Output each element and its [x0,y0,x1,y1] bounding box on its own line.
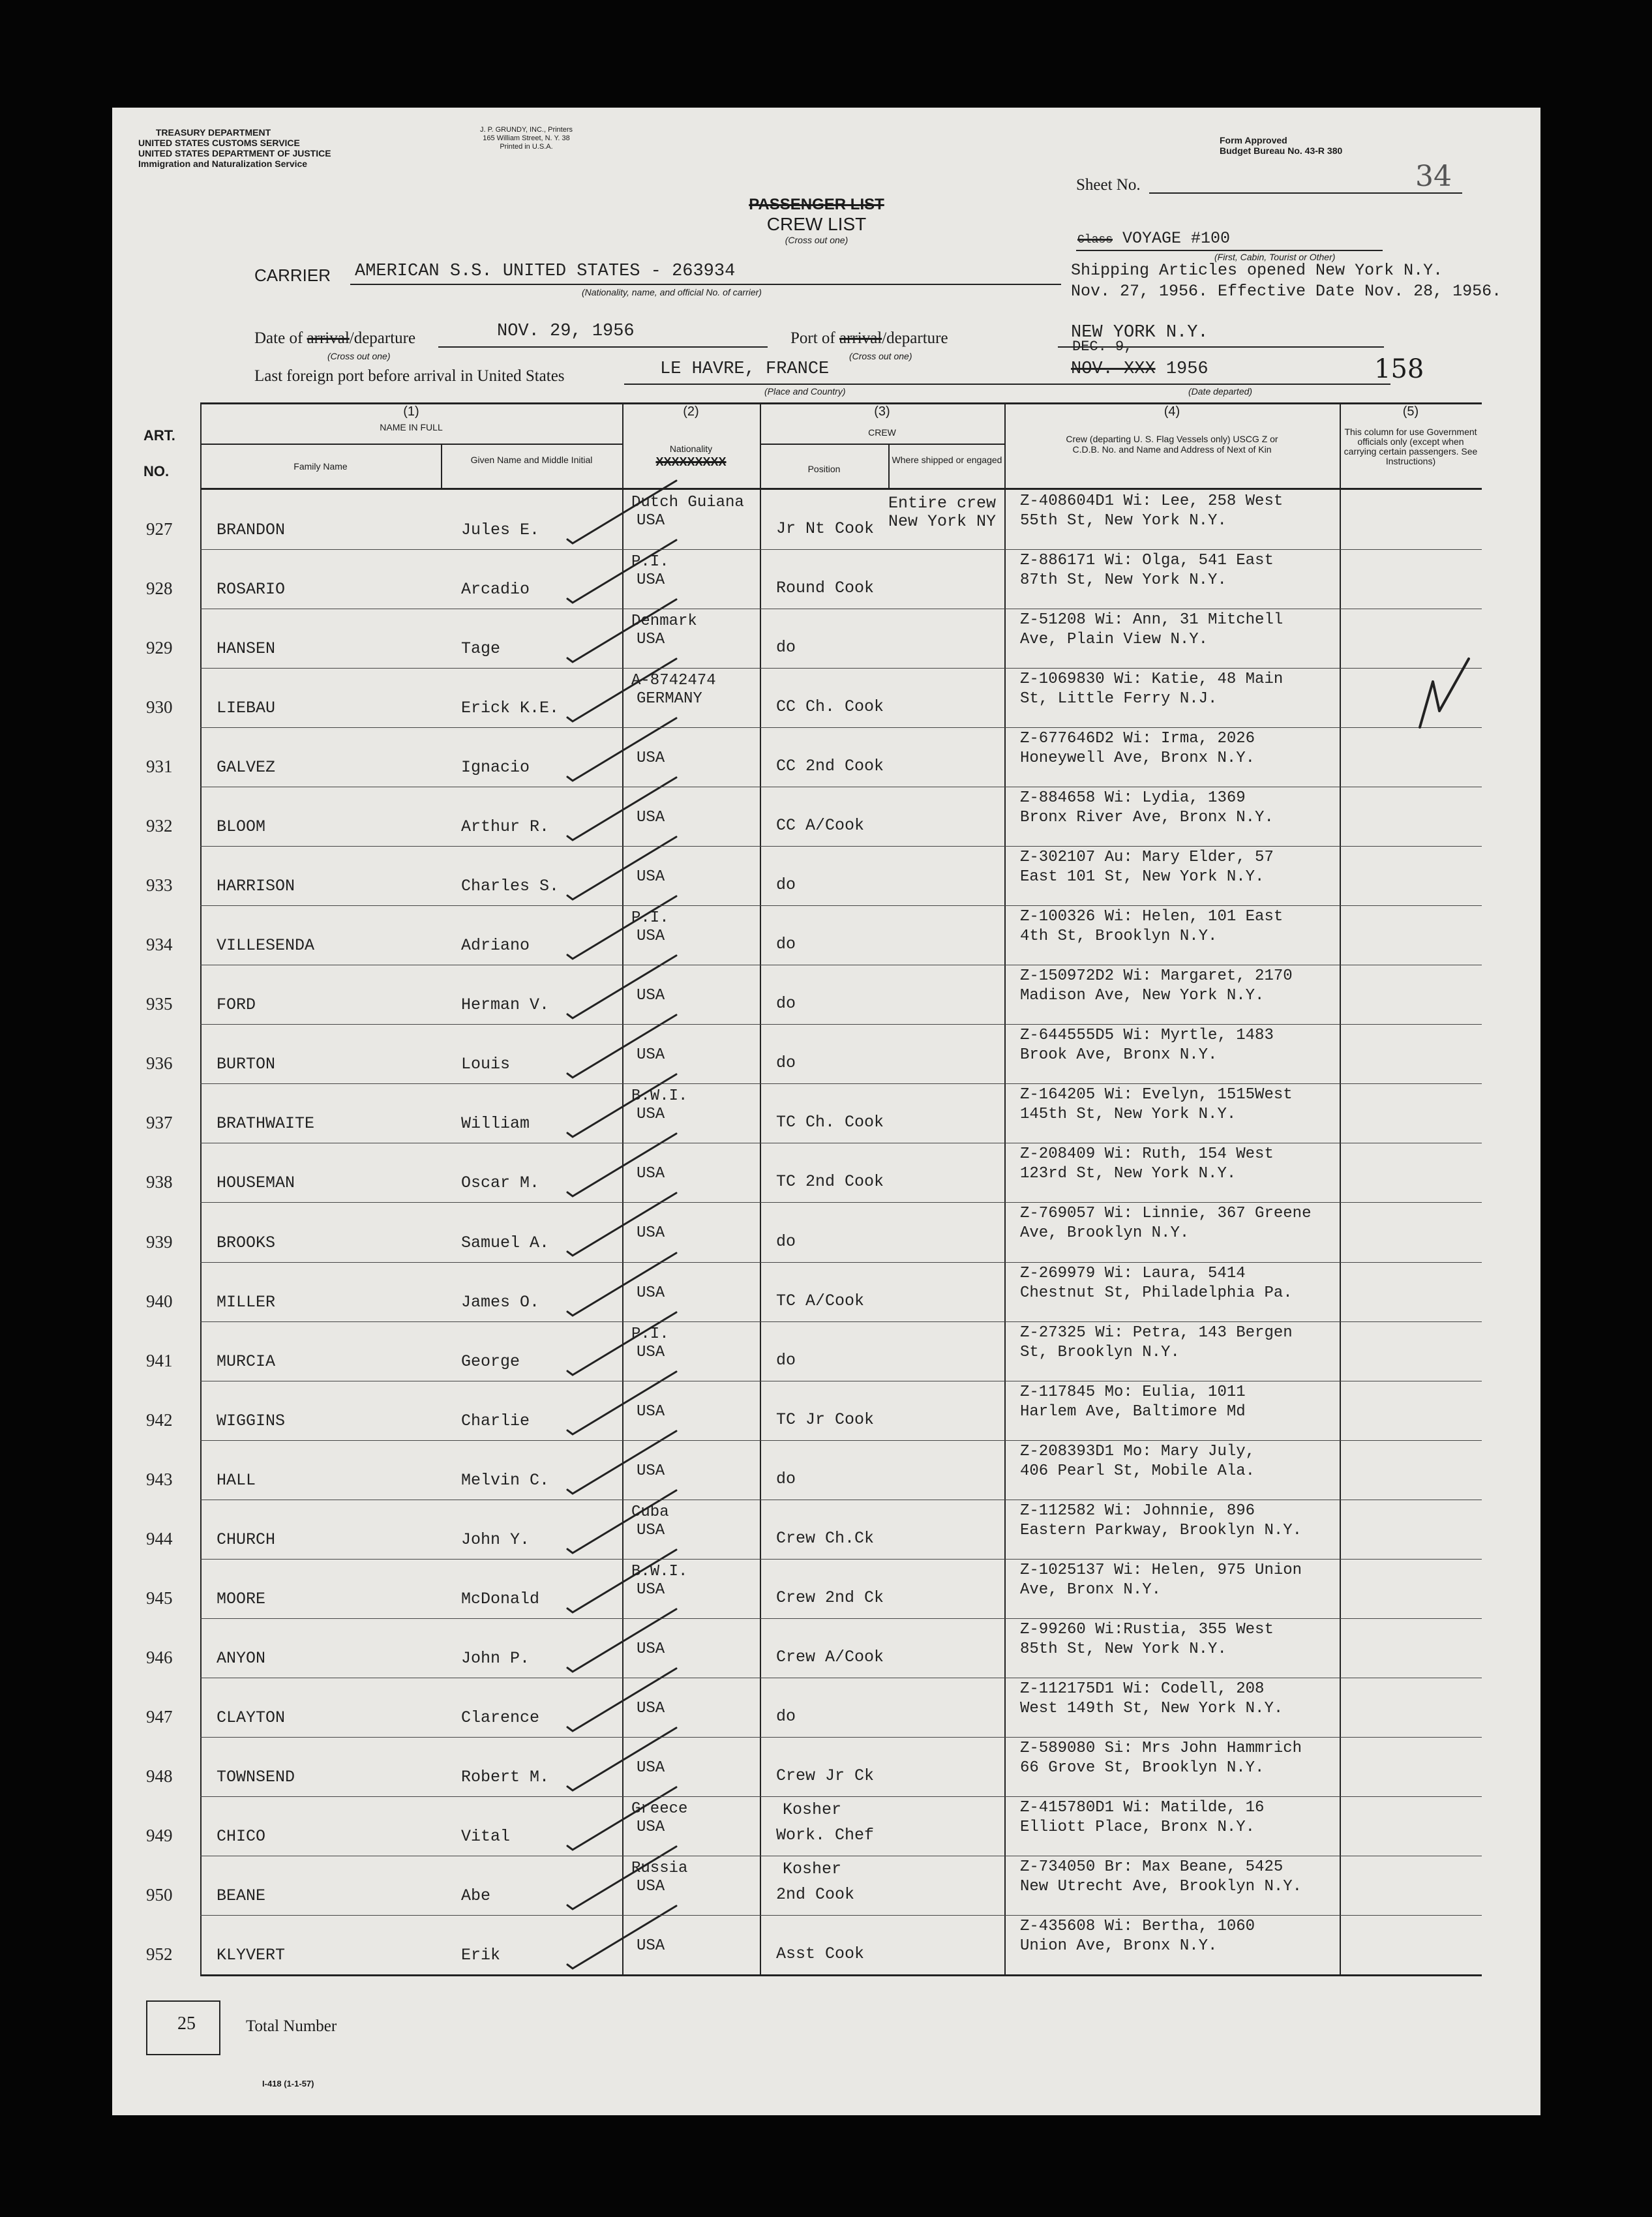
next-of-kin-line-2: Ave, Brooklyn N.Y. [1020,1224,1190,1243]
art-number: 938 [146,1172,173,1192]
form-approved-line-1: Form Approved [1220,135,1287,145]
position-line-2: do [776,638,796,657]
next-of-kin-line-1: Z-99260 Wi:Rustia, 355 West [1020,1620,1274,1638]
family-name-header: Family Name [293,461,348,472]
port-label-pre: Port of [790,329,835,347]
row-divider [200,727,1482,728]
col1-number: (1) [403,404,419,419]
art-number: 935 [146,994,173,1014]
next-of-kin-line-1: Z-112582 Wi: Johnnie, 896 [1020,1501,1255,1520]
next-of-kin-header [1051,434,1293,455]
date-departed-line [1064,384,1390,385]
next-of-kin-line-2: Harlem Ave, Baltimore Md [1020,1402,1246,1421]
date-departed-note: (Date departed) [1188,386,1253,397]
position-line-2: do [776,1469,796,1488]
class-voyage [1077,229,1230,248]
next-of-kin-line-2: Ave, Plain View N.Y. [1020,631,1209,649]
family-given-divider [441,444,442,488]
shipping-articles [1071,260,1501,302]
position-line-1: Kosher [783,1800,842,1819]
family-name: BLOOM [217,817,266,837]
next-of-kin-line-2: East 101 St, New York N.Y. [1020,868,1265,886]
nationality-line-2: USA [637,631,665,649]
family-name: BRANDON [217,520,286,540]
next-of-kin-line-1: Z-208393D1 Mo: Mary July, [1020,1442,1255,1460]
government-use-header [1344,427,1478,466]
art-number: 936 [146,1053,173,1074]
given-name: George [461,1351,520,1371]
nationality-line-2: USA [637,1046,665,1064]
port-of-departure-label [790,329,948,348]
family-name: MURCIA [217,1351,276,1371]
next-of-kin-line-2: West 149th St, New York N.Y. [1020,1699,1284,1717]
nationality-header: Nationality [669,444,713,454]
position-line-2: do [776,1231,796,1251]
art-number: 950 [146,1884,173,1905]
date-departed-struck: NOV. XXX [1071,359,1156,379]
given-name: John Y. [461,1530,530,1549]
nationality-line-2: USA [637,1937,665,1955]
art-number: 929 [146,638,173,658]
nationality-line-2: USA [637,1165,665,1183]
port-arrival-struck: arrival [839,329,882,347]
printer-line-2: 165 William Street, N. Y. 38 [483,134,570,142]
row-divider [200,1321,1482,1322]
nationality-line-2: USA [637,1699,665,1717]
agency-header [138,127,331,169]
sheet-number-label: Sheet No. [1076,176,1141,194]
nationality-line-2: USA [637,987,665,1005]
given-name: Herman V. [461,995,550,1015]
family-name: ROSARIO [217,580,286,599]
date-label-post: /departure [349,329,416,347]
next-of-kin-line-1: Z-1025137 Wi: Helen, 975 Union [1020,1561,1302,1579]
row-divider [200,1262,1482,1263]
nationality-line-2: USA [637,749,665,768]
handwritten-number: 158 [1374,354,1424,384]
nationality-line-2: USA [637,1106,665,1124]
row-divider [200,1915,1482,1916]
given-name: Louis [461,1055,511,1074]
next-of-kin-line-1: Z-644555D5 Wi: Myrtle, 1483 [1020,1027,1274,1045]
art-number: 931 [146,757,173,777]
given-name: Robert M. [461,1767,550,1787]
family-name: WIGGINS [217,1411,286,1430]
row-divider [200,1737,1482,1738]
given-name: Vital [461,1826,511,1846]
next-of-kin-line-1: Z-884658 Wi: Lydia, 1369 [1020,789,1246,807]
crew-list-title: CREW LIST [766,214,867,234]
title-cross-out-note: (Cross out one) [785,235,849,245]
nationality-struck: XXXXXXXXX [655,455,727,468]
nationality-line-1: B.W.I. [631,1562,688,1580]
nationality-line-1: Cuba [631,1503,669,1521]
family-name: FORD [217,995,256,1015]
given-name: Samuel A. [461,1233,550,1252]
nationality-line-2: USA [637,1758,665,1777]
family-name: BROOKS [217,1233,276,1252]
port-label-post: /departure [882,329,948,347]
position-line-2: do [776,994,796,1014]
voyage-number: VOYAGE #100 [1122,229,1231,248]
where-shipped-header [890,455,1004,465]
col3-subheader-line [760,444,1004,445]
given-name: Ignacio [461,758,530,777]
last-port-note: (Place and Country) [764,386,846,397]
next-of-kin-line-1: Z-677646D2 Wi: Irma, 2026 [1020,730,1255,748]
date-of-departure-label [254,329,415,348]
family-name: BRATHWAITE [217,1114,315,1134]
given-name: William [461,1114,530,1134]
nationality-line-2: USA [637,1343,665,1361]
position-line-2: Crew Jr Ck [776,1766,875,1785]
art-number: 930 [146,697,173,717]
next-of-kin-line-1: Z-415780D1 Wi: Matilde, 16 [1020,1798,1265,1817]
next-of-kin-line-2: St, Little Ferry N.J. [1020,690,1218,708]
agency-line-4: Immigration and Naturalization Service [138,158,308,169]
position-line-2: do [776,1706,796,1726]
position-line-2: Round Cook [776,579,875,598]
position-line-1: Kosher [783,1859,842,1878]
position-line-2: Jr Nt Cook [776,519,875,539]
row-divider [200,1083,1482,1084]
crew-list-form [112,108,1540,2115]
passenger-list-struck: PASSENGER LIST [749,196,884,213]
next-of-kin-line-2: 145th St, New York N.Y. [1020,1106,1237,1124]
col4-number: (4) [1164,404,1180,419]
family-name: KLYVERT [217,1946,286,1965]
art-number: 949 [146,1825,173,1845]
carrier-note: (Nationality, name, and official No. of carrier) [582,287,762,297]
art-number: 939 [146,1231,173,1252]
family-name: BURTON [217,1055,276,1074]
nationality-line-1: B.W.I. [631,1087,688,1106]
position-line-2: do [776,1350,796,1370]
date-of-departure-value: NOV. 29, 1956 [497,322,635,341]
next-of-kin-line-1: Z-164205 Wi: Evelyn, 1515West [1020,1086,1293,1104]
form-number: I-418 (1-1-57) [262,2079,314,2089]
next-of-kin-line-1: Z-27325 Wi: Petra, 143 Bergen [1020,1323,1293,1342]
nationality-line-2: USA [637,1521,665,1539]
next-of-kin-line-1: Z-302107 Au: Mary Elder, 57 [1020,849,1274,867]
col2-number: (2) [683,404,699,419]
next-of-kin-line-1: Z-51208 Wi: Ann, 31 Mitchell [1020,611,1284,629]
col3-number: (3) [874,404,890,419]
nationality-line-1: Greece [631,1800,688,1818]
row-divider [200,549,1482,550]
art-number: 937 [146,1113,173,1133]
sheet-number-value: 34 [1415,160,1452,193]
col3-col4-divider [1004,402,1006,1974]
given-name: Abe [461,1886,491,1905]
row-divider [200,1796,1482,1797]
position-line-2: Asst Cook [776,1944,865,1963]
row-divider [200,905,1482,906]
no-header: NO. [143,463,170,479]
position-line-2: Crew A/Cook [776,1647,884,1667]
art-number: 941 [146,1350,173,1370]
col2-col3-divider [760,402,761,1974]
position-line-2: Crew Ch.Ck [776,1528,875,1548]
nationality-line-2: GERMANY [637,690,702,708]
date-departed-year: 1956 [1165,359,1209,379]
given-name: Arthur R. [461,817,550,837]
nationality-line-2: USA [637,928,665,946]
col5-number: (5) [1402,404,1419,419]
col1-subheader-line [200,444,622,445]
given-name: Melvin C. [461,1470,550,1490]
row-divider [200,1440,1482,1441]
date-arrival-struck: arrival [307,329,350,347]
family-name: CLAYTON [217,1708,286,1727]
next-of-kin-line-2: New Utrecht Ave, Brooklyn N.Y. [1020,1877,1302,1895]
row-divider [200,1618,1482,1619]
last-foreign-port-value: LE HAVRE, FRANCE [660,359,830,379]
position-line-2: 2nd Cook [776,1884,855,1904]
art-number: 952 [146,1944,173,1964]
family-name: HOUSEMAN [217,1173,295,1193]
given-name: John P. [461,1648,530,1668]
family-name: CHURCH [217,1530,276,1549]
next-of-kin-line-2: Eastern Parkway, Brooklyn N.Y. [1020,1521,1302,1539]
given-name: James O. [461,1292,540,1312]
art-column-divider [200,402,202,1974]
where-shipped-text: Where shipped or engaged [892,455,1002,465]
position-line-2: TC 2nd Cook [776,1172,884,1192]
position-line-2: CC 2nd Cook [776,757,884,776]
art-number: 928 [146,579,173,599]
position-header: Position [807,464,841,474]
family-name: CHICO [217,1826,266,1846]
next-of-kin-line-2: 406 Pearl St, Mobile Ala. [1020,1462,1255,1480]
family-name: VILLESENDA [217,936,315,956]
given-name: Jules E. [461,520,540,540]
budget-bureau-number: Budget Bureau No. 43-R 380 [1220,145,1343,156]
family-name: ANYON [217,1648,266,1668]
nationality-line-2: USA [637,1580,665,1599]
family-name: TOWNSEND [217,1767,295,1787]
art-number: 940 [146,1291,173,1311]
nationality-line-1: P.I. [631,909,669,928]
where-shipped-line-2: New York NY [888,512,997,531]
next-of-kin-line-1: Z-1069830 Wi: Katie, 48 Main [1020,671,1284,689]
next-of-kin-line-2: Bronx River Ave, Bronx N.Y. [1020,809,1274,827]
position-line-2: do [776,1053,796,1073]
form-approved [1220,135,1342,156]
next-of-kin-line-1: Z-150972D2 Wi: Margaret, 2170 [1020,967,1293,986]
position-line-2: TC A/Cook [776,1291,865,1310]
next-of-kin-line-1: Z-886171 Wi: Olga, 541 East [1020,552,1274,570]
port-cross-note: (Cross out one) [849,351,912,361]
nationality-line-2: USA [637,1462,665,1480]
next-of-kin-line-2: Union Ave, Bronx N.Y. [1020,1937,1218,1955]
nationality-line-2: USA [637,1402,665,1421]
family-name: GALVEZ [217,758,276,777]
date-label-pre: Date of [254,329,303,347]
family-name: HALL [217,1470,256,1490]
position-line-2: CC A/Cook [776,816,865,836]
given-name-header-text: Given Name and Middle Initial [470,455,593,465]
next-of-kin-line-2: St, Brooklyn N.Y. [1020,1343,1180,1361]
art-header: ART. [143,427,175,444]
form-title [732,196,901,245]
check-mark-icon [562,1901,686,1972]
printer-line-3: Printed in U.S.A. [500,143,553,151]
next-of-kin-line-1: Z-100326 Wi: Helen, 101 East [1020,908,1284,926]
next-of-kin-text: Crew (departing U. S. Flag Vessels only) USCG Z or C.D.B. No. and Name and Address of Next of Kin [1066,434,1278,455]
nationality-line-1: Russia [631,1859,688,1877]
family-name: LIEBAU [217,699,276,718]
art-number: 943 [146,1469,173,1489]
official-handwritten-mark [1417,656,1475,734]
family-name: HANSEN [217,639,276,659]
next-of-kin-line-2: 123rd St, New York N.Y. [1020,1165,1237,1183]
next-of-kin-line-1: Z-208409 Wi: Ruth, 154 West [1020,1145,1274,1164]
nationality-line-2: USA [637,1877,665,1895]
art-number: 934 [146,935,173,955]
row-divider [200,668,1482,669]
agency-line-1: TREASURY DEPARTMENT [155,127,271,138]
crew-header: CREW [868,427,896,438]
given-name: Erick K.E. [461,699,560,718]
next-of-kin-line-1: Z-408604D1 Wi: Lee, 258 West [1020,492,1284,510]
nationality-line-1: A-8742474 [631,672,716,690]
given-name: Oscar M. [461,1173,540,1193]
nationality-line-1: Denmark [631,612,697,631]
given-name: Charlie [461,1411,530,1430]
next-of-kin-line-2: 66 Grove St, Brooklyn N.Y. [1020,1758,1265,1777]
family-name: MOORE [217,1589,266,1608]
art-number: 948 [146,1766,173,1786]
given-name: Clarence [461,1708,540,1727]
next-of-kin-line-2: 4th St, Brooklyn N.Y. [1020,928,1218,946]
nationality-line-2: USA [637,809,665,827]
next-of-kin-line-2: Elliott Place, Bronx N.Y. [1020,1818,1255,1836]
art-number: 932 [146,816,173,836]
family-name: BEANE [217,1886,266,1905]
carrier-line [350,284,1061,285]
art-number: 927 [146,519,173,539]
class-note: (First, Cabin, Tourist or Other) [1214,252,1336,262]
next-of-kin-line-2: Ave, Bronx N.Y. [1020,1580,1162,1599]
date-cross-note: (Cross out one) [327,351,391,361]
given-name-header [441,455,622,465]
position-line-2: do [776,935,796,954]
family-name: MILLER [217,1292,276,1312]
table-top-line [200,402,1482,404]
government-use-text: This column for use Government officials only (except when carrying certain passengers. See Instructions) [1344,427,1478,466]
row-divider [200,1024,1482,1025]
position-line-2: do [776,875,796,895]
col4-col5-divider [1340,402,1341,1974]
position-where-divider [888,444,890,488]
next-of-kin-line-1: Z-117845 Mo: Eulia, 1011 [1020,1383,1246,1401]
nationality-line-1: P.I. [631,553,669,571]
printer-line-1: J. P. GRUNDY, INC., Printers [479,126,573,134]
next-of-kin-line-2: 55th St, New York N.Y. [1020,512,1227,530]
art-number: 947 [146,1706,173,1727]
date-line [438,346,768,348]
next-of-kin-line-1: Z-435608 Wi: Bertha, 1060 [1020,1917,1255,1935]
nationality-line-1: P.I. [631,1325,669,1343]
next-of-kin-line-2: Madison Ave, New York N.Y. [1020,987,1265,1005]
position-line-2: TC Ch. Cook [776,1113,884,1132]
given-name: Adriano [461,936,530,956]
next-of-kin-line-2: 87th St, New York N.Y. [1020,571,1227,590]
next-of-kin-line-2: Brook Ave, Bronx N.Y. [1020,1046,1218,1064]
total-number-label: Total Number [246,2017,337,2035]
art-number: 944 [146,1528,173,1548]
position-line-2: Work. Chef [776,1825,875,1845]
nationality-line-2: USA [637,868,665,886]
printer-imprint [451,126,601,151]
next-of-kin-line-2: 85th St, New York N.Y. [1020,1640,1227,1658]
nationality-line-1: Dutch Guiana [631,494,744,511]
shipping-articles-line-2: Nov. 27, 1956. Effective Date Nov. 28, 1956. [1071,282,1502,301]
nationality-line-2: USA [637,1818,665,1836]
art-number: 933 [146,875,173,896]
given-name: Tage [461,639,501,659]
next-of-kin-line-1: Z-589080 Si: Mrs John Hammrich [1020,1739,1302,1757]
position-line-2: CC Ch. Cook [776,697,884,717]
shipping-articles-line-1: Shipping Articles opened New York N.Y. [1071,261,1443,280]
art-number: 942 [146,1410,173,1430]
table-header-bottom-line [200,488,1482,490]
row-divider [200,1559,1482,1560]
nationality-line-2: USA [637,571,665,590]
departure-date-overwrite: DEC. 9, [1072,339,1133,355]
next-of-kin-line-1: Z-734050 Br: Max Beane, 5425 [1020,1858,1284,1876]
given-name: Erik [461,1946,501,1965]
next-of-kin-line-2: Honeywell Ave, Bronx N.Y. [1020,749,1255,768]
nationality-line-2: USA [637,1224,665,1243]
given-name: McDonald [461,1589,540,1608]
total-number-value: 25 [177,2013,196,2034]
family-name: HARRISON [217,877,295,896]
where-shipped-line-1: Entire crew [888,494,997,513]
art-number: 945 [146,1588,173,1608]
date-departed [1071,359,1209,379]
agency-line-3: UNITED STATES DEPARTMENT OF JUSTICE [138,148,331,158]
next-of-kin-line-1: Z-112175D1 Wi: Codell, 208 [1020,1680,1265,1698]
row-divider [200,846,1482,847]
class-struck: Class [1077,234,1113,247]
given-name: Charles S. [461,877,560,896]
position-line-2: TC Jr Cook [776,1410,875,1429]
row-divider [200,1202,1482,1203]
position-line-2: Crew 2nd Ck [776,1588,884,1607]
nationality-line-2: USA [637,1640,665,1658]
last-foreign-port-label: Last foreign port before arrival in United States [254,367,565,385]
nationality-line-2: USA [637,512,665,530]
port-of-departure-value: NEW YORK N.Y. [1071,323,1209,342]
agency-line-2: UNITED STATES CUSTOMS SERVICE [138,138,300,148]
next-of-kin-line-1: Z-769057 Wi: Linnie, 367 Greene [1020,1205,1312,1223]
carrier-value: AMERICAN S.S. UNITED STATES - 263934 [355,262,736,281]
nationality-line-2: USA [637,1284,665,1302]
carrier-label: CARRIER [254,265,331,285]
name-in-full-header: NAME IN FULL [380,422,443,432]
next-of-kin-line-2: Chestnut St, Philadelphia Pa. [1020,1284,1293,1302]
art-number: 946 [146,1647,173,1667]
next-of-kin-line-1: Z-269979 Wi: Laura, 5414 [1020,1264,1246,1282]
table-bottom-line [200,1974,1482,1976]
given-name: Arcadio [461,580,530,599]
